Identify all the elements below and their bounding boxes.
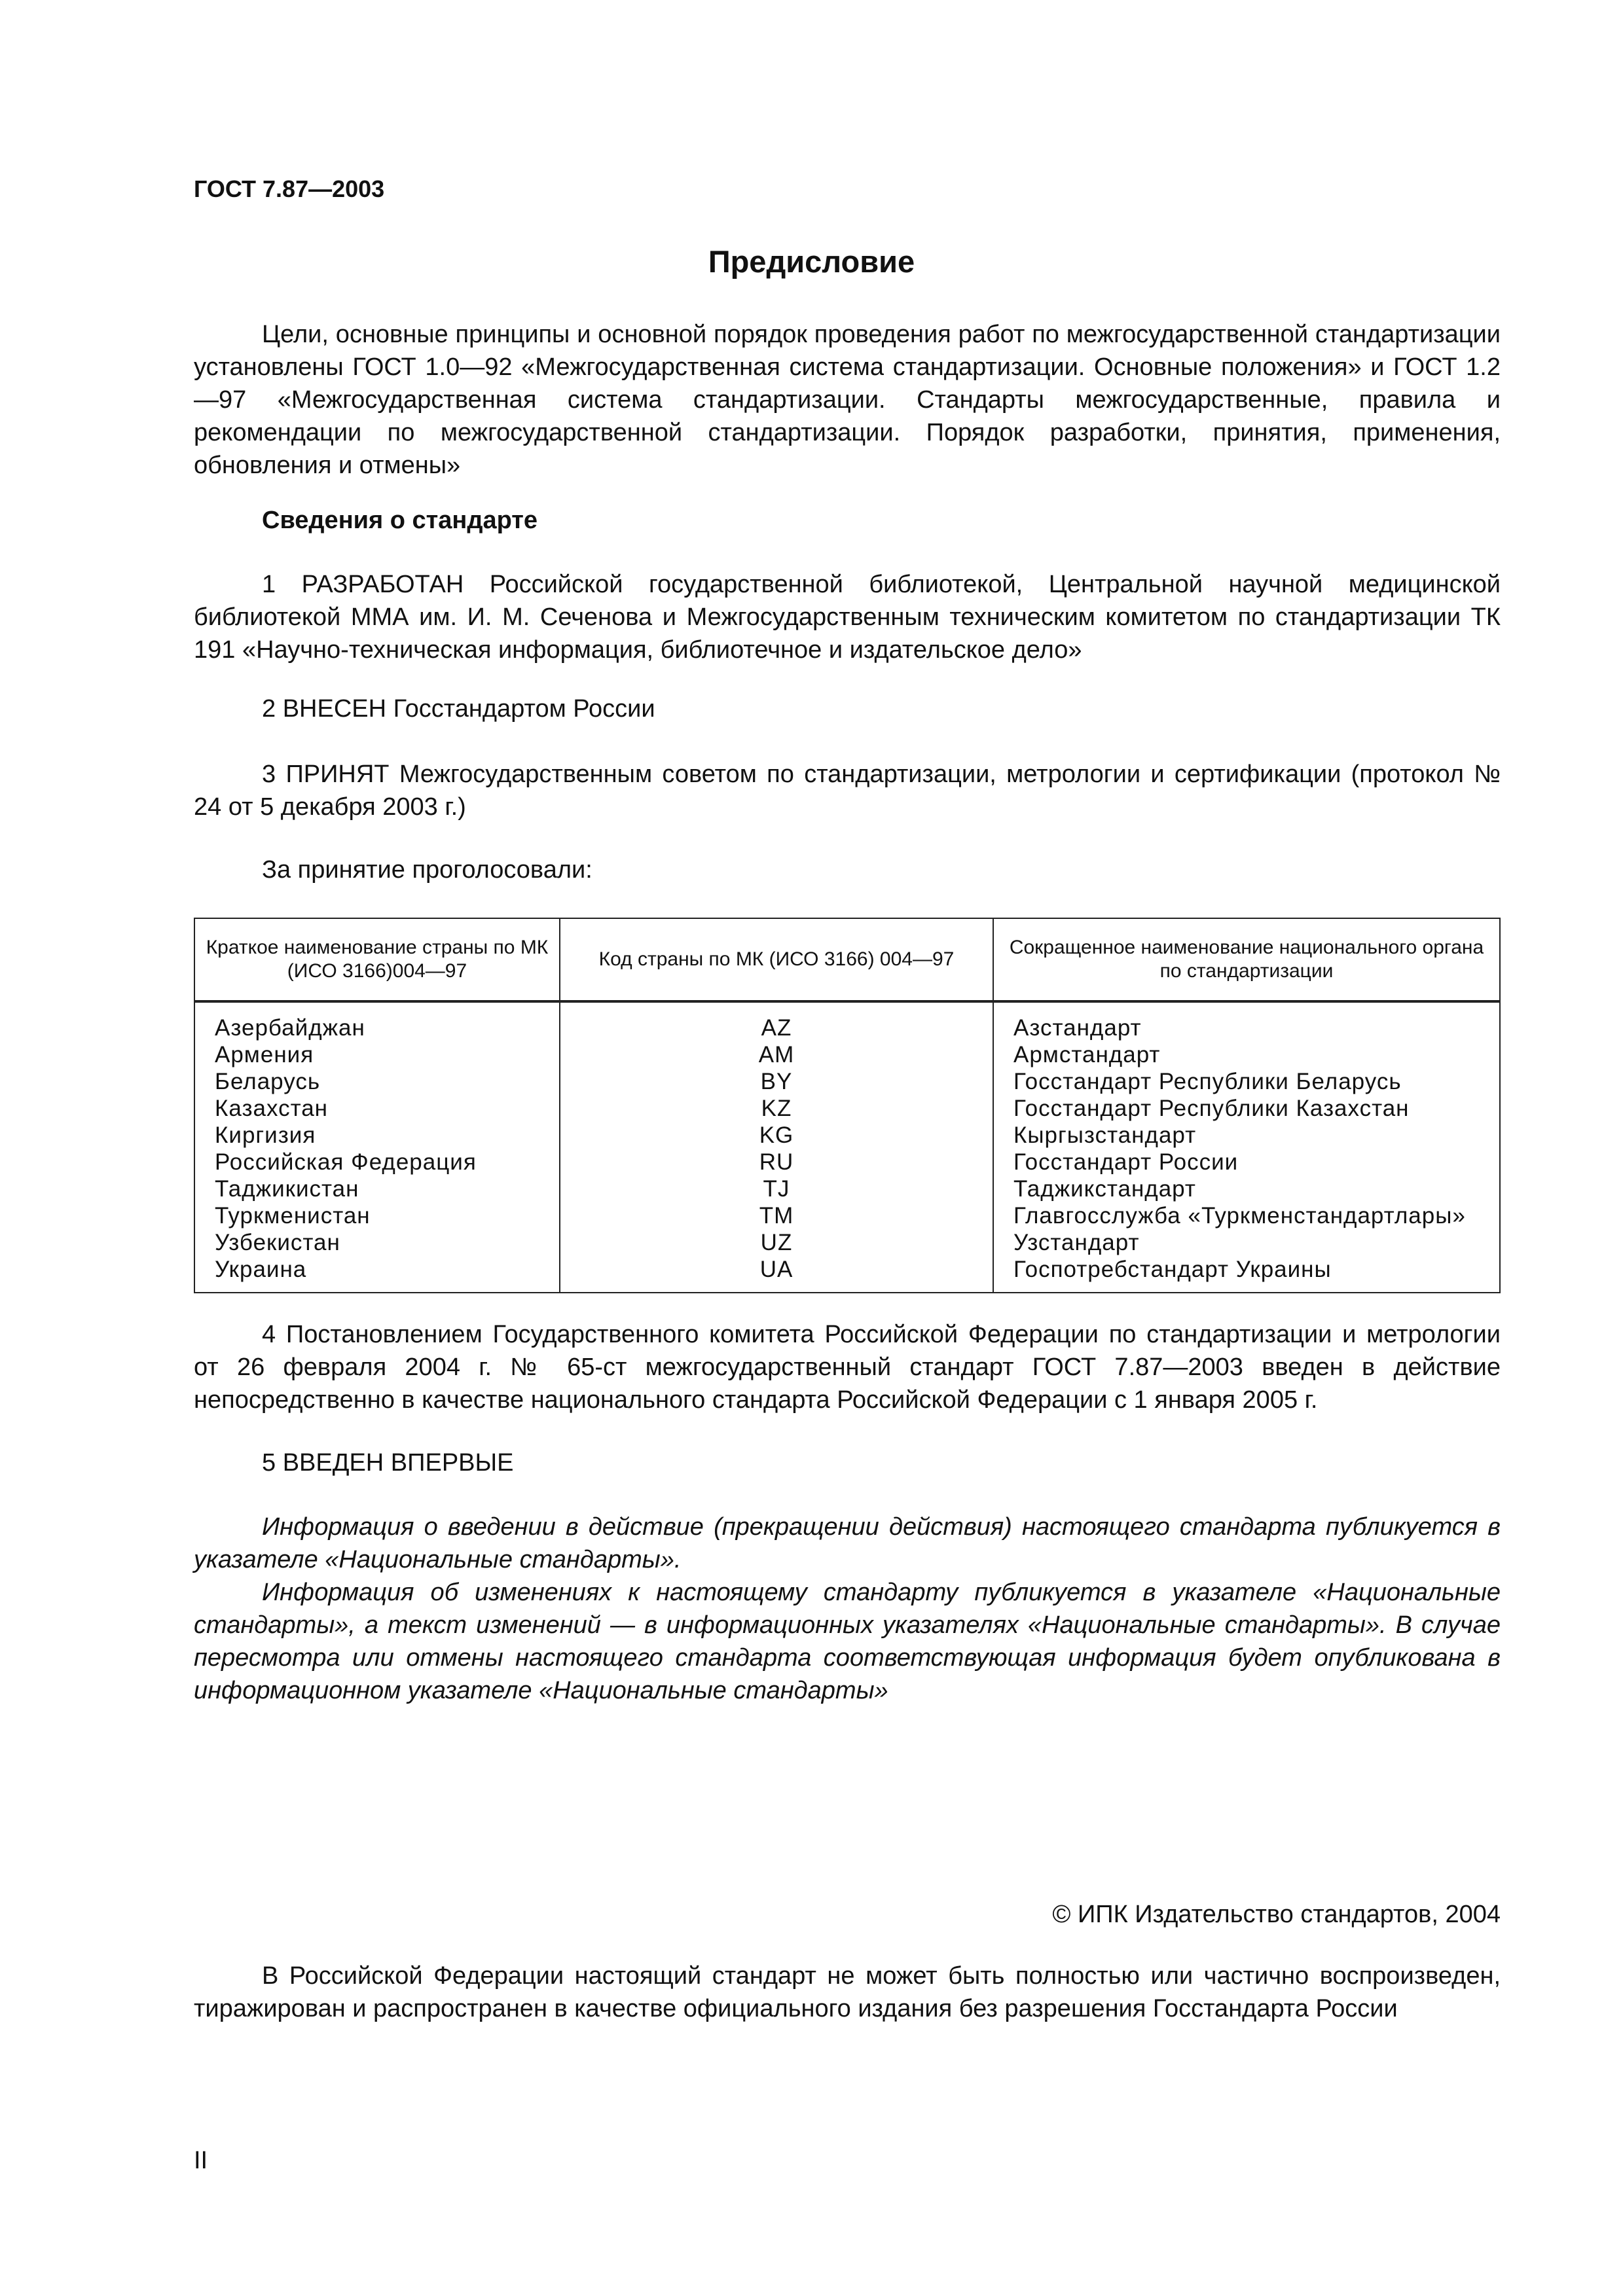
- body-cell: Узстандарт: [993, 1229, 1500, 1256]
- country-cell: Армения: [194, 1041, 560, 1068]
- item-4-paragraph: 4 Постановлением Государственного комитета Российской Федерации по стандартизации и метрологии от 26 февраля 2004 г. № 65-ст межгосударственный стандарт ГОСТ 7.87—2003 введен в действие непосредственно в качестве национального стандарта Российской Федерации с 1 января 2005 г.: [194, 1321, 1501, 1414]
- country-cell: Азербайджан: [194, 1001, 560, 1041]
- body-cell: Госстандарт России: [993, 1149, 1500, 1175]
- copyright-notice: © ИПК Издательство стандартов, 2004: [1052, 1901, 1501, 1928]
- table-row: [194, 1175, 1500, 1202]
- table-header-body: Сокращенное наименование национального органа по стандартизации: [993, 918, 1500, 1001]
- page-title: Предисловие: [708, 244, 915, 279]
- section-heading: Сведения о стандарте: [262, 507, 538, 534]
- code-cell: UZ: [560, 1229, 993, 1256]
- body-cell: Кыргызстандарт: [993, 1122, 1500, 1149]
- voting-table: [194, 918, 1501, 1293]
- table-row: [194, 1122, 1500, 1149]
- country-cell: Российская Федерация: [194, 1149, 560, 1175]
- table-header-country: Краткое наименование страны по МК (ИСО 3166)004—97: [194, 918, 560, 1001]
- country-cell: Таджикистан: [194, 1175, 560, 1202]
- code-cell: RU: [560, 1149, 993, 1175]
- info-paragraph-2: Информация об изменениях к настоящему стандарту публикуется в указателе «Национальные стандарты», а текст изменений — в информационных указателях «Национальные стандарты». В случае пересмотра или отмены настоящего стандарта соответствующая информация будет опубликована в информационном указателе «Национальные стандарты»: [194, 1579, 1501, 1704]
- document-id: ГОСТ 7.87—2003: [194, 175, 385, 202]
- legal-notice: В Российской Федерации настоящий стандарт не может быть полностью или частично воспроизведен, тиражирован и распространен в качестве официального издания без разрешения Госстандарта России: [194, 1962, 1501, 2022]
- table-row: [194, 1041, 1500, 1068]
- table-header-row: [194, 918, 1500, 1001]
- body-cell: Азстандарт: [993, 1001, 1500, 1041]
- country-cell: Казахстан: [194, 1095, 560, 1122]
- code-cell: UA: [560, 1256, 993, 1293]
- body-cell: Госстандарт Республики Беларусь: [993, 1068, 1500, 1095]
- country-cell: Узбекистан: [194, 1229, 560, 1256]
- item-2-paragraph: 2 ВНЕСЕН Госстандартом России: [262, 695, 655, 723]
- table-row: [194, 1256, 1500, 1293]
- item-3-paragraph: 3 ПРИНЯТ Межгосударственным советом по стандартизации, метрологии и сертификации (протокол № 24 от 5 декабря 2003 г.): [194, 761, 1501, 821]
- table-row: [194, 1095, 1500, 1122]
- country-cell: Киргизия: [194, 1122, 560, 1149]
- code-cell: KG: [560, 1122, 993, 1149]
- code-cell: KZ: [560, 1095, 993, 1122]
- intro-paragraph: Цели, основные принципы и основной порядок проведения работ по межгосударственной стандартизации установлены ГОСТ 1.0—92 «Межгосударственная система стандартизации. Основные положения» и ГОСТ 1.2—97 «Межгосударственная система стандартизации. Стандарты межгосударственные, правила и рекомендации по межгосударственной стандартизации. Порядок разработки, принятия, применения, обновления и отмены»: [194, 321, 1501, 479]
- info-paragraph-1: Информация о введении в действие (прекращении действия) настоящего стандарта публикуется в указателе «Национальные стандарты».: [194, 1513, 1501, 1573]
- table-row: [194, 1202, 1500, 1229]
- table-row: [194, 1001, 1500, 1041]
- body-cell: Армстандарт: [993, 1041, 1500, 1068]
- code-cell: AM: [560, 1041, 993, 1068]
- body-cell: Главгосслужба «Туркменстандартлары»: [993, 1202, 1500, 1229]
- table-header-code: Код страны по МК (ИСО 3166) 004—97: [560, 918, 993, 1001]
- country-cell: Туркменистан: [194, 1202, 560, 1229]
- country-cell: Беларусь: [194, 1068, 560, 1095]
- body-cell: Таджикстандарт: [993, 1175, 1500, 1202]
- code-cell: AZ: [560, 1001, 993, 1041]
- table-row: [194, 1068, 1500, 1095]
- table-row: [194, 1149, 1500, 1175]
- item-5-paragraph: 5 ВВЕДЕН ВПЕРВЫЕ: [262, 1449, 514, 1477]
- table-row: [194, 1229, 1500, 1256]
- vote-intro: За принятие проголосовали:: [262, 856, 593, 884]
- item-1-paragraph: 1 РАЗРАБОТАН Российской государственной библиотекой, Центральной научной медицинской библиотекой ММА им. И. М. Сеченова и Межгосударственным техническим комитетом по стандартизации ТК 191 «Научно-техническая информация, библиотечное и издательское дело»: [194, 571, 1501, 664]
- page-number: II: [194, 2147, 208, 2174]
- code-cell: BY: [560, 1068, 993, 1095]
- body-cell: Госпотребстандарт Украины: [993, 1256, 1500, 1293]
- code-cell: TJ: [560, 1175, 993, 1202]
- code-cell: TM: [560, 1202, 993, 1229]
- country-cell: Украина: [194, 1256, 560, 1293]
- body-cell: Госстандарт Республики Казахстан: [993, 1095, 1500, 1122]
